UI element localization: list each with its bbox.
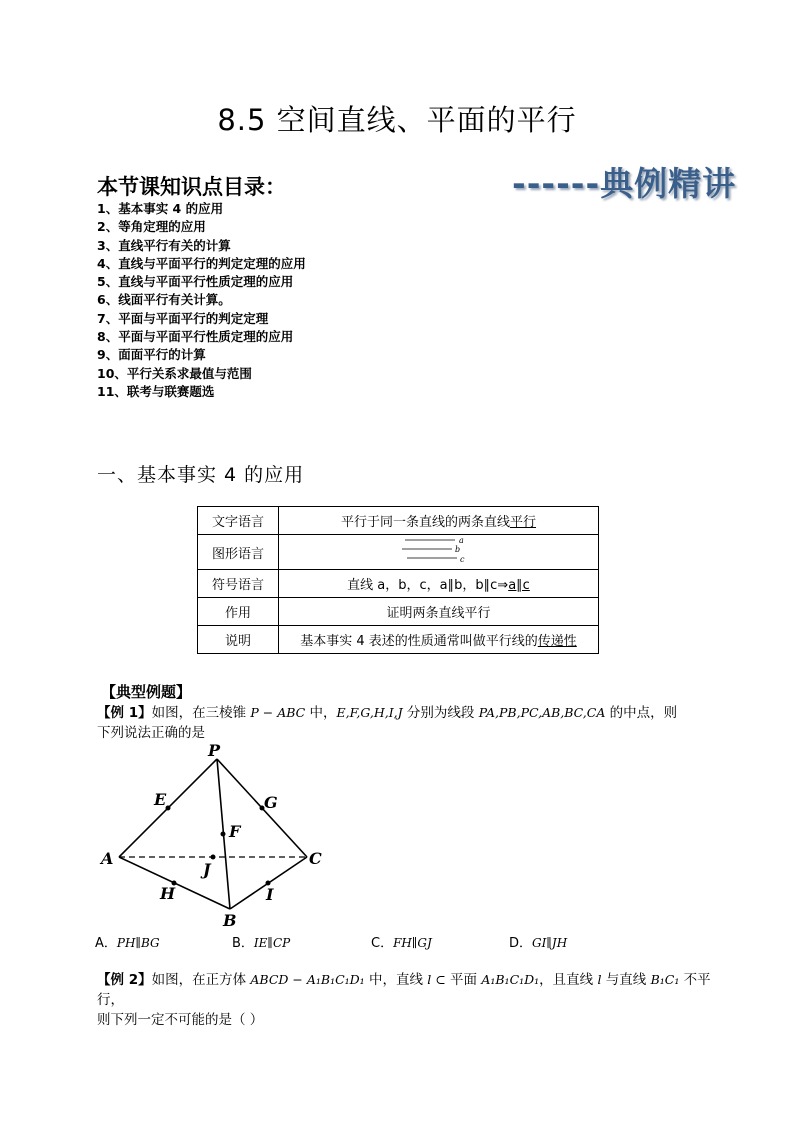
option-b[interactable]: B．IE∥CP xyxy=(232,936,291,951)
page-title: 8.5 空间直线、平面的平行 xyxy=(217,103,577,137)
option-d[interactable]: D．GI∥JH xyxy=(509,936,568,951)
table-value: 平行于同一条直线的两条直线平行 xyxy=(279,507,599,535)
line-label: a xyxy=(458,536,464,545)
label-C: C xyxy=(309,849,322,868)
toc-item: 9、面面平行的计算 xyxy=(97,347,206,363)
toc-heading: 本节课知识点目录： xyxy=(97,175,286,199)
label-P: P xyxy=(208,741,221,760)
label-E: E xyxy=(154,790,167,809)
label-H: H xyxy=(160,884,176,903)
table-value: 直线 a，b，c，a∥b，b∥c⇒a∥c xyxy=(279,570,599,598)
toc-item: 2、等角定理的应用 xyxy=(97,219,206,235)
table-key: 作用 xyxy=(198,598,279,626)
toc-item: 8、平面与平面平行性质定理的应用 xyxy=(97,329,294,345)
line-label: c xyxy=(459,555,464,564)
table-row xyxy=(198,535,599,570)
example-1: 【例 1】如图，在三棱锥 P − ABC 中，E,F,G,H,I,J 分别为线段 PA,PB,PC,AB,BC,CA 的中点，则 下列说法正确的是 xyxy=(97,705,678,741)
fact-table xyxy=(197,506,599,654)
table-key: 符号语言 xyxy=(198,570,279,598)
toc-item: 7、平面与平面平行的判定定理 xyxy=(97,310,269,326)
table-row xyxy=(198,598,599,626)
parallel-lines-figure xyxy=(399,535,479,565)
option-a[interactable]: A．PH∥BG xyxy=(95,936,160,951)
toc-item: 3、直线平行有关的计算 xyxy=(97,237,231,253)
table-key: 说明 xyxy=(198,626,279,654)
table-value: 证明两条直线平行 xyxy=(279,598,599,626)
banner-title: ------典例精讲 xyxy=(512,164,737,203)
label-I: I xyxy=(266,885,274,904)
toc-list xyxy=(97,200,306,401)
table-value: 基本事实 4 表述的性质通常叫做平行线的传递性 xyxy=(279,626,599,654)
label-A: A xyxy=(101,849,114,868)
table-row xyxy=(198,626,599,654)
table-key: 图形语言 xyxy=(198,535,279,570)
table-value xyxy=(279,535,599,570)
tetrahedron-figure xyxy=(95,740,335,930)
point-E xyxy=(166,806,171,811)
label-F: F xyxy=(229,822,241,841)
table-row xyxy=(198,570,599,598)
toc-item: 11、联考与联赛题选 xyxy=(97,383,215,399)
toc-item: 6、线面平行有关计算。 xyxy=(97,292,231,308)
section-heading: 一、基本事实 4 的应用 xyxy=(97,464,305,486)
point-F xyxy=(221,832,226,837)
option-c[interactable]: C．FH∥GJ xyxy=(371,936,432,951)
toc-item: 5、直线与平面平行性质定理的应用 xyxy=(97,274,294,290)
toc-item: 10、平行关系求最值与范围 xyxy=(97,365,252,381)
label-G: G xyxy=(264,793,278,812)
example-2: 【例 2】如图，在正方体 ABCD − A₁B₁C₁D₁ 中，直线 l ⊂ 平面 A₁B₁C₁D₁，且直线 l 与直线 B₁C₁ 不平行， 则下列一定不可能的是（ ） xyxy=(97,972,711,1028)
toc-item: 4、直线与平面平行的判定定理的应用 xyxy=(97,255,306,271)
examples-heading: 【典型例题】 xyxy=(101,683,192,701)
table-key: 文字语言 xyxy=(198,507,279,535)
label-J: J xyxy=(203,860,211,879)
table-row xyxy=(198,507,599,535)
label-B: B xyxy=(223,911,237,930)
point-J xyxy=(211,855,216,860)
line-label: b xyxy=(454,545,460,554)
toc-item: 1、基本事实 4 的应用 xyxy=(97,201,224,216)
